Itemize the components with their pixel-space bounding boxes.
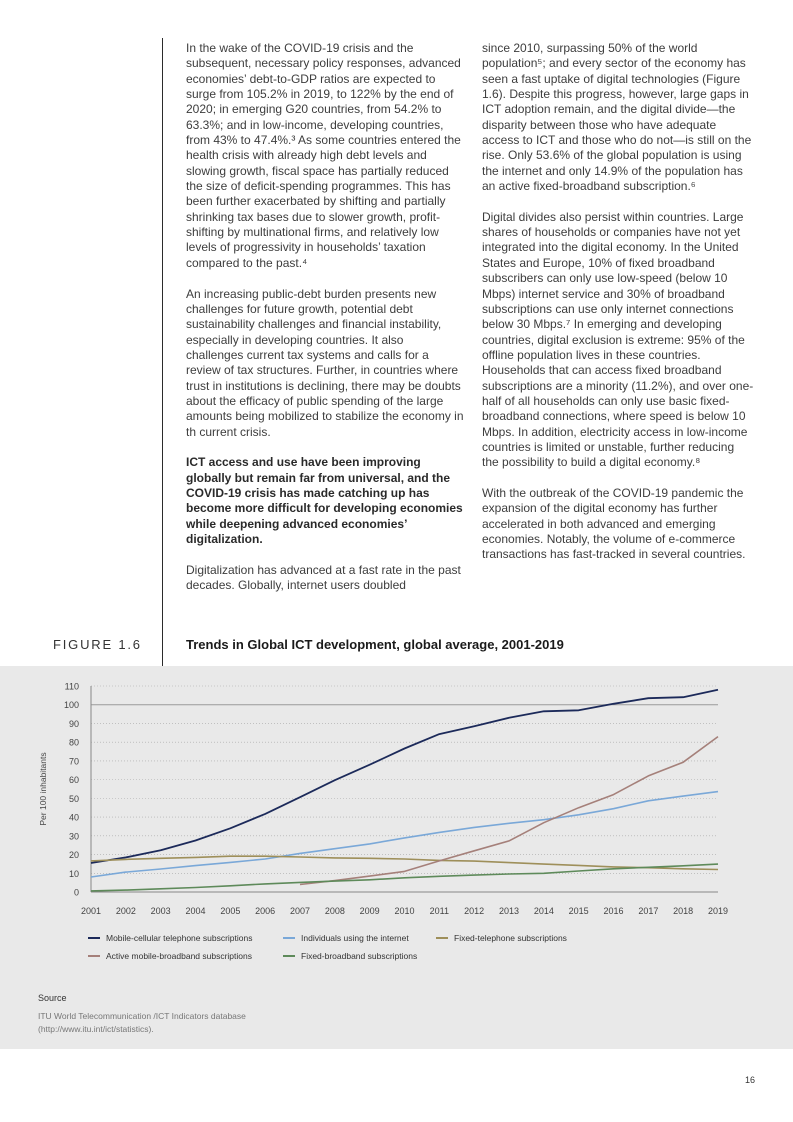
legend-swatch (283, 937, 295, 939)
x-tick-label: 2016 (603, 906, 624, 916)
y-tick-label: 0 (73, 887, 79, 898)
series-line-5 (91, 864, 718, 891)
x-tick-label: 2002 (115, 906, 136, 916)
column-divider (162, 38, 163, 668)
paragraph: Digital divides also persist within countries. Large shares of households or companies have not yet integrated into the digital economy. In the United States and Europe, 10% of fixed broadband subscribers can only use low-speed (below 10 Mbps) internet service and 30% of broadband subscriptions can use only internet connections below 30 Mbps.⁷ In emerging and developing countries, digital exclusion is extreme: 95% of the offline population lives in these countries. Households that can access fixed broadband subscriptions are a minority (11.2%), and over one-half of all households can only use basic fixed-broadband connections, where speed is below 10 Mbps. In addition, electricity access in low-income countries is limited or unstable, further reducing the possibility to build a digital economy.⁸ (482, 209, 754, 470)
x-tick-label: 2011 (429, 906, 450, 916)
page-number: 16 (745, 1075, 756, 1085)
figure-title: Trends in Global ICT development, global average, 2001-2019 (186, 637, 564, 652)
y-tick-label: 10 (68, 868, 79, 879)
x-tick-label: 2018 (673, 906, 694, 916)
legend-swatch (436, 937, 448, 939)
y-tick-label: 50 (68, 793, 79, 804)
legend-swatch (283, 955, 295, 957)
y-axis-label: Per 100 inhabitants (38, 752, 48, 826)
legend-item (283, 951, 417, 961)
y-tick-label: 80 (68, 737, 79, 748)
body-column-left (186, 41, 464, 609)
legend-label: Fixed-broadband subscriptions (301, 951, 418, 961)
y-tick-label: 30 (68, 831, 79, 842)
series-line-3 (91, 856, 718, 869)
series-line-1 (91, 690, 718, 863)
y-tick-label: 40 (68, 812, 79, 823)
x-tick-label: 2013 (498, 906, 520, 916)
x-tick-label: 2006 (255, 906, 276, 916)
legend-label: Mobile-cellular telephone subscriptions (106, 933, 253, 943)
x-tick-label: 2017 (638, 906, 659, 916)
source-line: ITU World Telecommunication /ICT Indicators database (38, 1011, 246, 1021)
x-tick-label: 2008 (324, 906, 345, 916)
x-tick-label: 2001 (80, 906, 102, 916)
source-text (38, 1010, 358, 1036)
legend-item (88, 951, 252, 961)
legend-item (88, 933, 252, 943)
source-line: (http://www.itu.int/ict/statistics). (38, 1024, 154, 1034)
series-line-2 (91, 792, 718, 877)
chart-panel (0, 666, 793, 1049)
x-tick-label: 2019 (707, 906, 729, 916)
legend-label: Fixed-telephone subscriptions (454, 933, 567, 943)
y-tick-label: 110 (64, 681, 79, 692)
y-tick-label: 20 (68, 850, 79, 861)
x-tick-label: 2012 (464, 906, 485, 916)
x-tick-label: 2004 (185, 906, 206, 916)
paragraph: Digitalization has advanced at a fast rate in the past decades. Globally, internet users doubled (186, 562, 461, 593)
paragraph: With the outbreak of the COVID-19 pandemic the expansion of the digital economy has further accelerated in both advanced and emerging economies. Notably, the volume of e-commerce transactions has fast-tracked in several countries. (482, 485, 746, 562)
legend-swatch (88, 955, 100, 957)
legend-item (436, 933, 567, 943)
highlight-paragraph: ICT access and use have been improving globally but remain far from universal, and the COVID-19 crisis has made catching up has become more difficult for developing economies while deepening advanced economies’ digitalization. (186, 455, 463, 546)
y-tick-label: 100 (63, 700, 79, 711)
paragraph: An increasing public-debt burden presents new challenges for future growth, potential debt sustainability challenges and financial instability, especially in developing countries. It also challenges current tax systems and calls for a review of tax structures. Further, in countries where trust in institutions is declining, there may be doubts about the efficacy of public spending of the large amounts being mobilized to stabilize the economy in th current crisis. (186, 286, 464, 439)
body-column-right (482, 41, 754, 578)
y-tick-label: 60 (68, 775, 79, 786)
paragraph: In the wake of the COVID-19 crisis and the subsequent, necessary policy responses, advanced economies’ debt-to-GDP ratios are expected to surge from 105.2% in 2019, to 122% by the end of 2020; in emerging G20 countries, from 54.2% to 63.3%; and in low-income, developing countries, from 43% to 47.4%.³ As some countries entered the health crisis with already high debt levels and slowing growth, fiscal space has partially reduced the size of deficit-spending programmes. This has been further exacerbated by shifting and partially shrinking tax bases due to slower growth, profit-shifting by multinational firms, and relatively low levels of progressivity in households’ taxation compared to the past.⁴ (186, 41, 461, 270)
legend-swatch (88, 937, 100, 939)
legend-label: Individuals using the internet (301, 933, 409, 943)
x-tick-label: 2007 (289, 906, 311, 916)
legend-label: Active mobile-broadband subscriptions (106, 951, 252, 961)
x-tick-label: 2003 (150, 906, 171, 916)
x-tick-label: 2009 (359, 906, 380, 916)
x-tick-label: 2015 (568, 906, 589, 916)
x-tick-label: 2010 (394, 906, 415, 916)
y-tick-label: 70 (68, 756, 79, 767)
legend-item (283, 933, 409, 943)
y-tick-label: 90 (68, 718, 79, 729)
paragraph: since 2010, surpassing 50% of the world population⁵; and every sector of the economy has seen a fast uptake of digital technologies (Figure 1.6). Despite this progress, however, large gaps in ICT adoption remain, and the digital divide—the disparity between those who have adequate access to ICT and those who do not—is still on the rise. Only 53.6% of the global population is using the internet and only 14.9% of the population has an active fixed-broadband subscription.⁶ (482, 41, 752, 194)
source-heading: Source (38, 993, 67, 1003)
x-tick-label: 2014 (533, 906, 554, 916)
figure-label: FIGURE 1.6 (53, 637, 142, 652)
x-tick-label: 2005 (220, 906, 241, 916)
